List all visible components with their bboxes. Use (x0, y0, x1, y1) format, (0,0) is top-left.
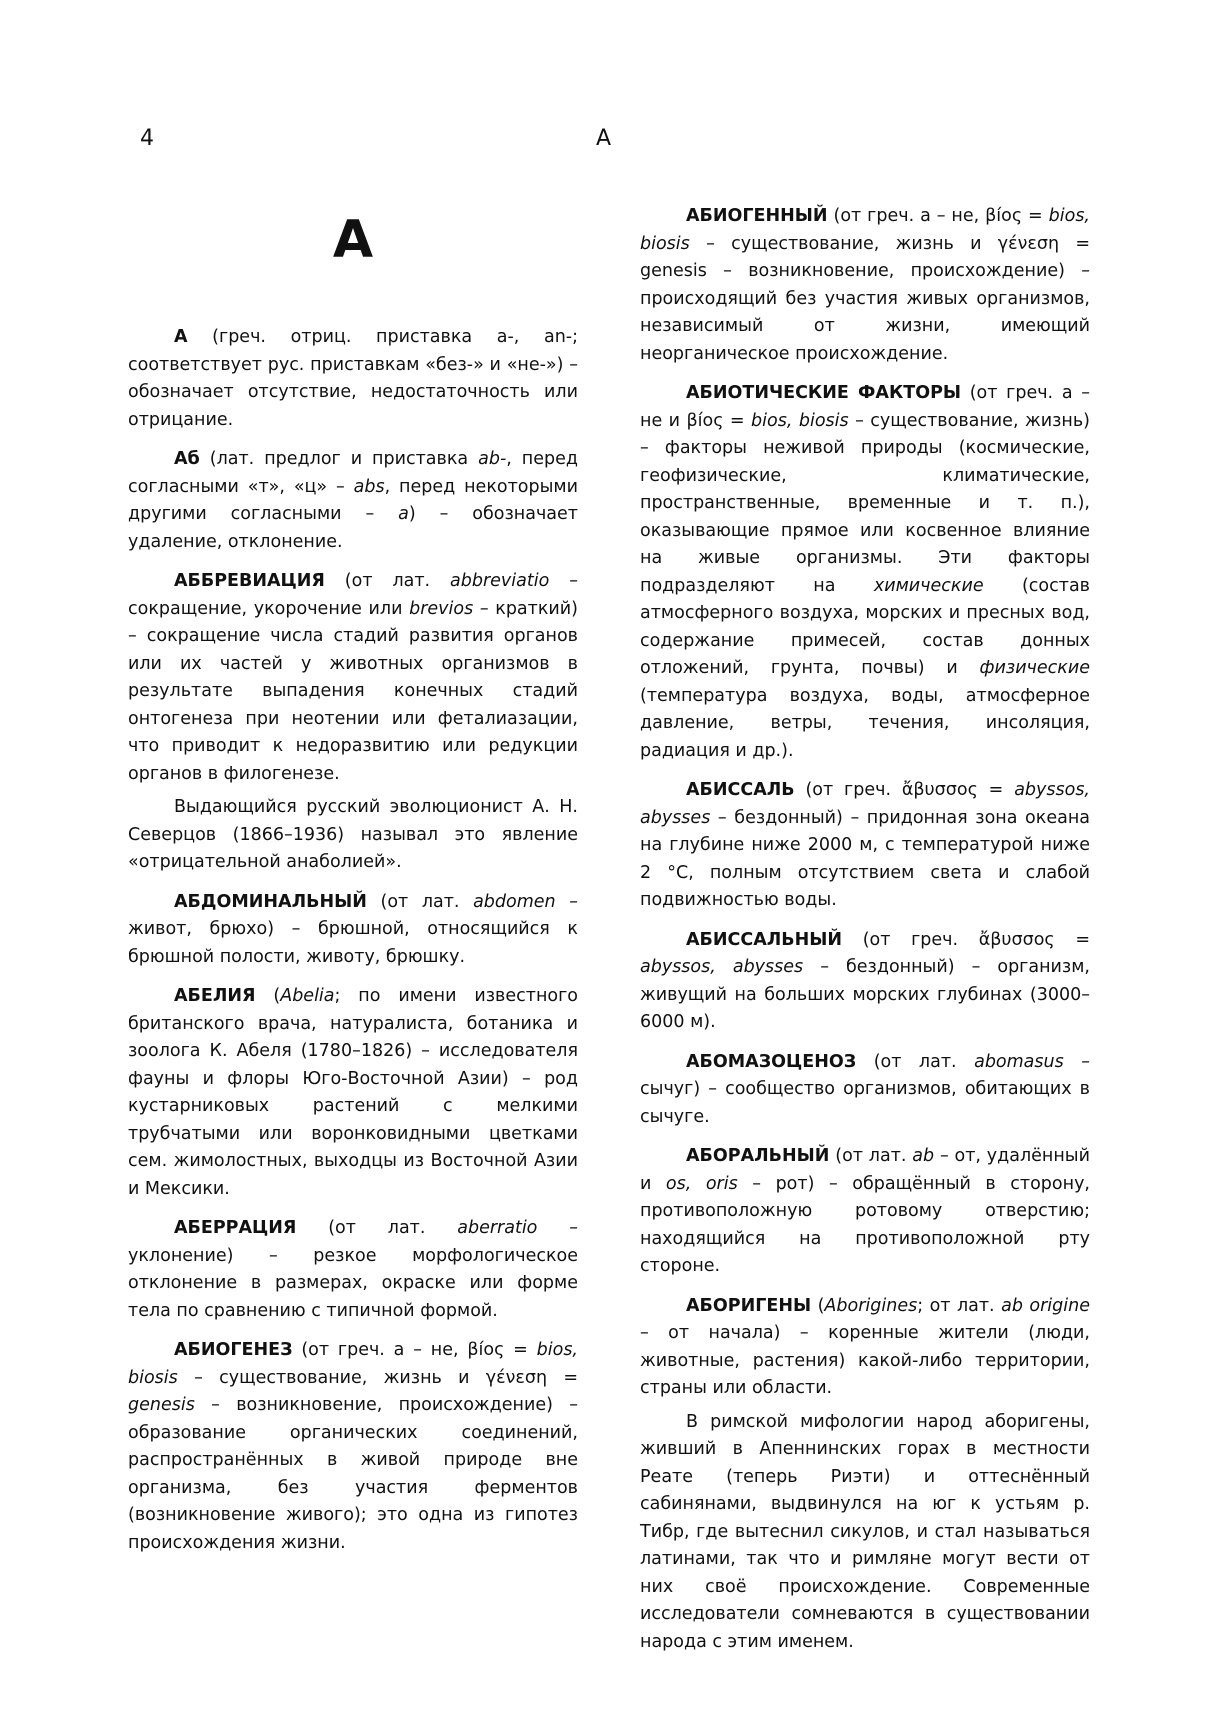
dictionary-entry (640, 203, 1090, 368)
entry-text: физические (979, 658, 1090, 678)
dictionary-entry (640, 927, 1090, 1037)
entry-text: ab- (478, 449, 507, 469)
dictionary-entry (640, 1143, 1090, 1281)
entry-text: (греч. отриц. приставка а-, an-; соответствует рус. приставкам «без-» и «не-») – обозначает отсутствие, недостаточность или отрицание. (128, 327, 578, 430)
entry-text: – существование, жизнь и γένεση = (177, 1367, 578, 1388)
entry-text: (от лат. (829, 1146, 913, 1166)
entry-text: (состав атмосферного воздуха, морских и пресных вод, содержание примесей, состав донных отложений, грунта, почвы) и (640, 575, 1090, 678)
entry-text: – сокращение, укорочение или (128, 571, 578, 619)
section-letter: А (332, 210, 374, 270)
entry-text: abs (353, 476, 385, 497)
entry-text: (от греч. а – не и βíος = (640, 383, 1090, 431)
entry-text: В римской мифологии народ аборигены, живший в Апеннинских горах в местности Реате (теперь Риэти) и оттеснённый сабинянами, выдвинулся на юг к устьям р. Тибр, где вытеснил сикулов, и стал называться латинами, так что и римляне могут вести от них своё происхождение. Современные исследователи сомневаются в существовании народа с этим именем. (640, 1411, 1090, 1652)
entry-text: bios, biosis (128, 1340, 578, 1388)
left-entries (128, 324, 578, 1557)
entry-headword: АБОМАЗОЦЕНОЗ (686, 1051, 857, 1072)
entry-text: – бездонный) – придонная зона океана на глубине ниже 2000 м, с температурой ниже 2 °C, полным отсутствием света и слабой подвижностью воды. (640, 807, 1090, 910)
dictionary-entry (128, 324, 578, 434)
entry-headword: АБИССАЛЬНЫЙ (686, 929, 843, 950)
entry-text: Выдающийся русский эволюционист А. Н. Северцов (1866–1936) называл это явление «отрицательной анаболией». (128, 797, 578, 872)
entry-text: (лат. предлог и приставка (199, 449, 479, 469)
dictionary-entry (640, 1293, 1090, 1403)
entry-text: (от греч. ἄβυσσος = (842, 929, 1090, 950)
entry-text: , перед согласными «т», «ц» – (128, 449, 578, 497)
entry-text: ) – обозначает удаление, отклонение. (128, 504, 578, 552)
entry-text: Aborigines (824, 1295, 918, 1316)
entry-text: Abelia (280, 986, 335, 1006)
entry-text: ; по имени известного британского врача, натуралиста, ботаника и зоолога К. Абеля (1780–1826) – исследователя фауны и флоры Юго-Восточной Азии) – род кустарниковых растений с мелкими трубчатыми или воронковидными цветками сем. жимолостных, выходцы из Восточной Азии и Мексики. (128, 986, 579, 1199)
entry-text: a (398, 504, 409, 524)
running-head: А (596, 126, 612, 151)
entry-continuation (128, 794, 578, 877)
entry-text: genesis (128, 1395, 195, 1415)
entry-text: – существование, жизнь и γένεση = genesis – возникновение, происхождение) – происходящий без участия живых организмов, независимый от жизни, имеющий неорганическое происхождение. (640, 233, 1090, 364)
entry-text: (от лат. (296, 1218, 458, 1238)
entry-continuation (640, 1409, 1090, 1657)
entry-headword: АБОРИГЕНЫ (686, 1295, 812, 1316)
dictionary-entry (128, 1215, 578, 1325)
dictionary-entry (128, 1337, 578, 1557)
entry-text: – сычуг) – сообщество организмов, обитающих в сычуге. (640, 1051, 1090, 1127)
dictionary-entry (640, 380, 1090, 765)
entry-text: ( (255, 986, 281, 1006)
entry-text: , перед некоторыми другими согласными – (128, 476, 578, 524)
entry-text: ( (811, 1295, 825, 1316)
entry-headword: А (174, 327, 188, 347)
dictionary-entry (640, 1049, 1090, 1132)
entry-text: abbreviatio (450, 571, 550, 591)
entry-text: – от начала) – коренные жители (люди, животные, растения) какой-либо территории, страны или области. (640, 1323, 1090, 1398)
entry-text: ; от лат. (917, 1295, 1002, 1316)
entry-text: abyssos, abysses (640, 957, 804, 977)
dictionary-entry (640, 777, 1090, 915)
dictionary-entry (128, 889, 578, 972)
entry-text: ab origine (1001, 1295, 1090, 1316)
entry-text: – краткий) – сокращение числа стадий развития органов или их частей у животных организмов в результате выпадения конечных стадий онтогенеза при неотении или феталиазации, что приводит к недоразвитию или редукции органов в филогенезе. (128, 598, 578, 784)
entry-text: ab (912, 1146, 935, 1166)
entry-text: химические (873, 575, 984, 596)
entry-text: abyssos, abysses (640, 780, 1090, 828)
entry-text: – от, удалённый и (640, 1146, 1090, 1194)
entry-headword: АБОРАЛЬНЫЙ (686, 1146, 830, 1166)
dictionary-entry (128, 446, 578, 556)
entry-text: brevios (409, 598, 474, 619)
entry-text: – возникновение, происхождение) – образование органических соединений, распространённых в живой природе вне организма, без участия ферментов (возникновение живого); это одна из гипотез происхождения жизни. (128, 1395, 578, 1553)
entry-text: (от лат. (366, 891, 474, 912)
entry-text: bios, biosis (751, 410, 849, 431)
entry-headword: АББРЕВИАЦИЯ (174, 571, 325, 591)
entry-text: – существование, жизнь) – факторы неживой природы (космические, геофизические, климатические, пространственные, временные и т. п.), оказывающие прямое или косвенное влияние на живые организмы. Эти факторы подразделяют на (640, 410, 1090, 596)
entry-headword: АБЕРРАЦИЯ (174, 1218, 297, 1238)
entry-text: (от греч. а – не, βíος = (827, 206, 1049, 226)
entry-text: (температура воздуха, воды, атмосферное давление, ветры, течения, инсоляция, радиация и др.). (640, 685, 1090, 761)
entry-text: (от греч. ἄβυσσος = (794, 780, 1015, 800)
dictionary-entry (128, 568, 578, 788)
dictionary-entry (128, 983, 578, 1203)
entry-text: abomasus (974, 1051, 1064, 1072)
entry-text: (от греч. а – не, βíος = (292, 1340, 537, 1360)
entry-text: bios, biosis (640, 206, 1090, 254)
entry-text: (от лат. (324, 571, 451, 591)
entry-headword: АБИОГЕНЕЗ (174, 1340, 293, 1360)
entry-text: aberratio (457, 1218, 538, 1238)
entry-headword: АБИССАЛЬ (686, 780, 795, 800)
entry-headword: АБИОТИЧЕСКИЕ ФАКТОРЫ (686, 383, 962, 403)
entry-headword: Аб (174, 449, 200, 469)
entry-text: – рот) – обращённый в сторону, противоположную ротовому отверстию; находящийся на противоположной рту стороне. (640, 1173, 1090, 1276)
right-column (640, 203, 1090, 1668)
entry-text: (от лат. (856, 1051, 975, 1072)
entry-text: – уклонение) – резкое морфологическое отклонение в размерах, окраске или форме тела по сравнению с типичной формой. (128, 1218, 578, 1321)
entry-headword: АБЕЛИЯ (174, 986, 256, 1006)
entry-text: os, oris (665, 1173, 738, 1194)
entry-headword: АБИОГЕННЫЙ (686, 206, 828, 226)
right-entries (640, 203, 1090, 1656)
page-number: 4 (140, 126, 154, 151)
entry-text: – живот, брюхо) – брюшной, относящийся к брюшной полости, животу, брюшку. (128, 891, 578, 967)
entry-text: abdomen (473, 891, 556, 912)
entry-headword: АБДОМИНАЛЬНЫЙ (174, 891, 367, 912)
entry-text: – бездонный) – организм, живущий на больших морских глубинах (3000–6000 м). (640, 957, 1090, 1032)
left-column (128, 200, 578, 1569)
